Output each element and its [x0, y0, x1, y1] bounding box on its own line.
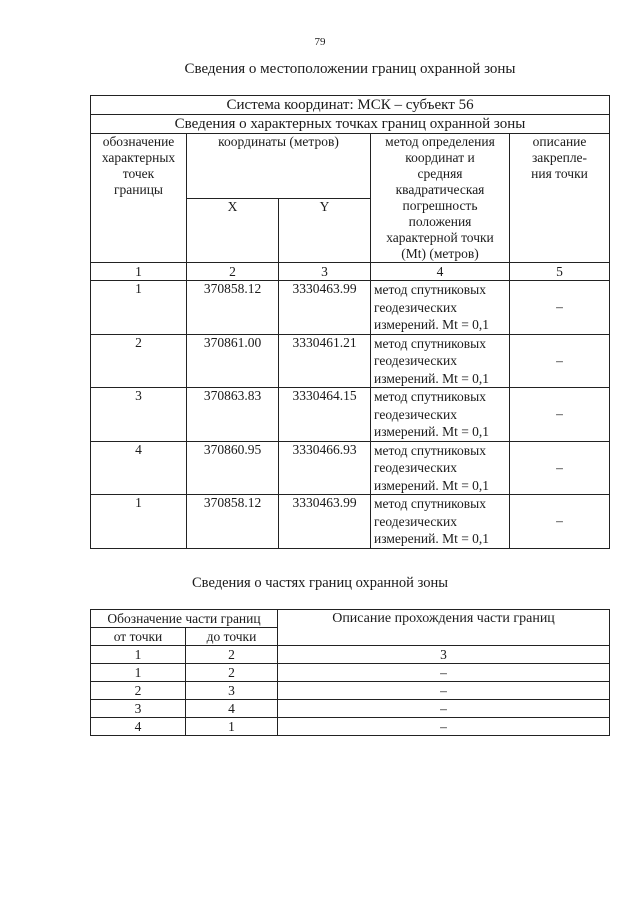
- description-header: описание закрепле- ния точки: [510, 134, 610, 263]
- x-cell: 370860.95: [187, 441, 279, 495]
- section1-title: Сведения о местоположении границ охранной зоны: [184, 61, 516, 77]
- to-cell: 2: [186, 664, 278, 682]
- table-row: [91, 441, 610, 495]
- table-row: [91, 664, 610, 682]
- method-header: метод определения координат и средняя квадратическая погрешность положения характерной точки (Mt) (метров): [371, 134, 510, 263]
- y-cell: 3330463.99: [279, 281, 371, 335]
- to-point-header: до точки: [186, 628, 278, 646]
- method-cell: метод спутниковых геодезических измерений. Mt = 0,1: [371, 495, 510, 549]
- point-cell: 3: [91, 388, 187, 442]
- description-cell: –: [510, 441, 610, 495]
- method-cell: метод спутниковых геодезических измерений. Mt = 0,1: [371, 281, 510, 335]
- to-cell: 4: [186, 700, 278, 718]
- column-numbers-row: 1 2 3 4 5: [91, 263, 610, 281]
- designation-header: Обозначение части границ: [91, 610, 278, 628]
- designation-header: обозначение характерных точек границы: [91, 134, 187, 263]
- column-numbers-row: 1 2 3: [91, 646, 610, 664]
- table-row: [91, 718, 610, 736]
- coordinate-system-header: Система координат: МСК – субъект 56: [91, 96, 610, 115]
- y-cell: 3330463.99: [279, 495, 371, 549]
- description-header: Описание прохождения части границ: [278, 610, 610, 646]
- to-cell: 3: [186, 682, 278, 700]
- x-header: X: [187, 198, 279, 263]
- page-number: 79: [314, 36, 326, 48]
- description-cell: –: [278, 700, 610, 718]
- description-cell: –: [510, 281, 610, 335]
- y-header: Y: [279, 198, 371, 263]
- x-cell: 370858.12: [187, 281, 279, 335]
- table-row: [91, 700, 610, 718]
- y-cell: 3330461.21: [279, 334, 371, 388]
- description-cell: –: [510, 495, 610, 549]
- table-row: [91, 682, 610, 700]
- from-cell: 4: [91, 718, 186, 736]
- from-cell: 3: [91, 700, 186, 718]
- description-cell: –: [278, 718, 610, 736]
- coords-header: координаты (метров): [187, 134, 371, 199]
- from-cell: 2: [91, 682, 186, 700]
- table-row: [91, 388, 610, 442]
- description-cell: –: [510, 388, 610, 442]
- parts-table: [90, 609, 610, 736]
- method-cell: метод спутниковых геодезических измерений. Mt = 0,1: [371, 388, 510, 442]
- table-row: [91, 334, 610, 388]
- point-cell: 1: [91, 495, 187, 549]
- point-cell: 2: [91, 334, 187, 388]
- x-cell: 370858.12: [187, 495, 279, 549]
- description-cell: –: [278, 682, 610, 700]
- description-cell: –: [278, 664, 610, 682]
- table-row: [91, 495, 610, 549]
- x-cell: 370863.83: [187, 388, 279, 442]
- table-row: [91, 281, 610, 335]
- coordinates-table: [90, 95, 610, 549]
- method-cell: метод спутниковых геодезических измерений. Mt = 0,1: [371, 334, 510, 388]
- point-cell: 4: [91, 441, 187, 495]
- x-cell: 370861.00: [187, 334, 279, 388]
- to-cell: 1: [186, 718, 278, 736]
- description-cell: –: [510, 334, 610, 388]
- point-cell: 1: [91, 281, 187, 335]
- section2-title: Сведения о частях границ охранной зоны: [192, 575, 448, 591]
- from-cell: 1: [91, 664, 186, 682]
- table-subtitle: Сведения о характерных точках границ охранной зоны: [91, 115, 610, 134]
- from-point-header: от точки: [91, 628, 186, 646]
- method-cell: метод спутниковых геодезических измерений. Mt = 0,1: [371, 441, 510, 495]
- y-cell: 3330466.93: [279, 441, 371, 495]
- y-cell: 3330464.15: [279, 388, 371, 442]
